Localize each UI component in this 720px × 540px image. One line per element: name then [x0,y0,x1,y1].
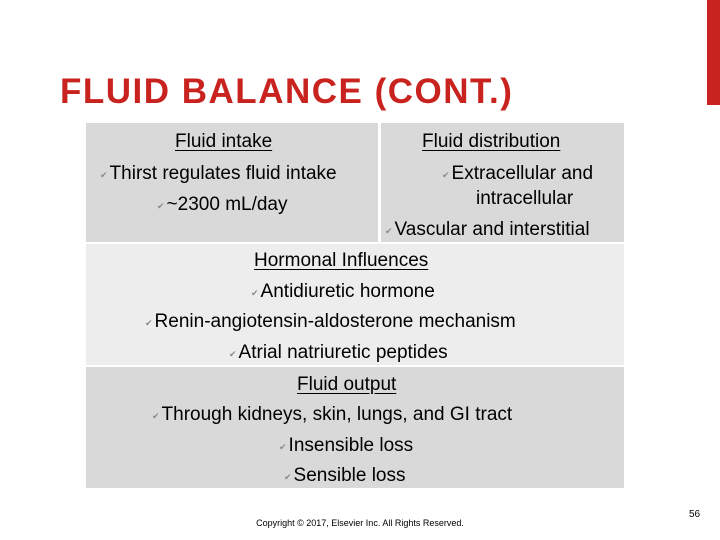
list-item: ✔ Atrial natriuretic peptides [229,342,448,363]
list-item: ✔ Renin-angiotensin-aldosterone mechanism [145,311,516,332]
list-item: ✔ Sensible loss [284,465,406,486]
slide-title: FLUID BALANCE (CONT.) [60,72,514,111]
accent-bar [707,0,720,105]
list-item: ✔ ~2300 mL/day [157,194,288,215]
checkmark-bullet-icon: ✔ [442,170,450,180]
checkmark-bullet-icon: ✔ [100,170,108,180]
hormonal-influences-heading: Hormonal Influences [254,250,429,271]
list-item: ✔ Vascular and interstitial [385,219,590,240]
checkmark-bullet-icon: ✔ [229,349,237,359]
list-item: ✔ Antidiuretic hormone [251,281,435,302]
list-item: ✔ Insensible loss [279,435,414,456]
checkmark-bullet-icon: ✔ [251,288,259,298]
checkmark-bullet-icon: ✔ [279,442,287,452]
checkmark-bullet-icon: ✔ [152,411,160,421]
list-item: ✔ Thirst regulates fluid intake [100,163,337,184]
checkmark-bullet-icon: ✔ [284,472,292,482]
checkmark-bullet-icon: ✔ [385,226,393,236]
fluid-output-heading: Fluid output [297,374,397,395]
fluid-intake-heading: Fluid intake [175,131,273,152]
list-item: ✔ Extracellular and [442,163,594,184]
checkmark-bullet-icon: ✔ [157,201,165,211]
copyright-footer: Copyright © 2017, Elsevier Inc. All Rights Reserved. [256,518,464,528]
list-item-continuation: intracellular [476,188,574,209]
list-item: ✔ Through kidneys, skin, lungs, and GI tract [152,404,513,425]
page-number: 56 [689,509,701,520]
checkmark-bullet-icon: ✔ [145,318,153,328]
fluid-distribution-heading: Fluid distribution [422,131,561,152]
